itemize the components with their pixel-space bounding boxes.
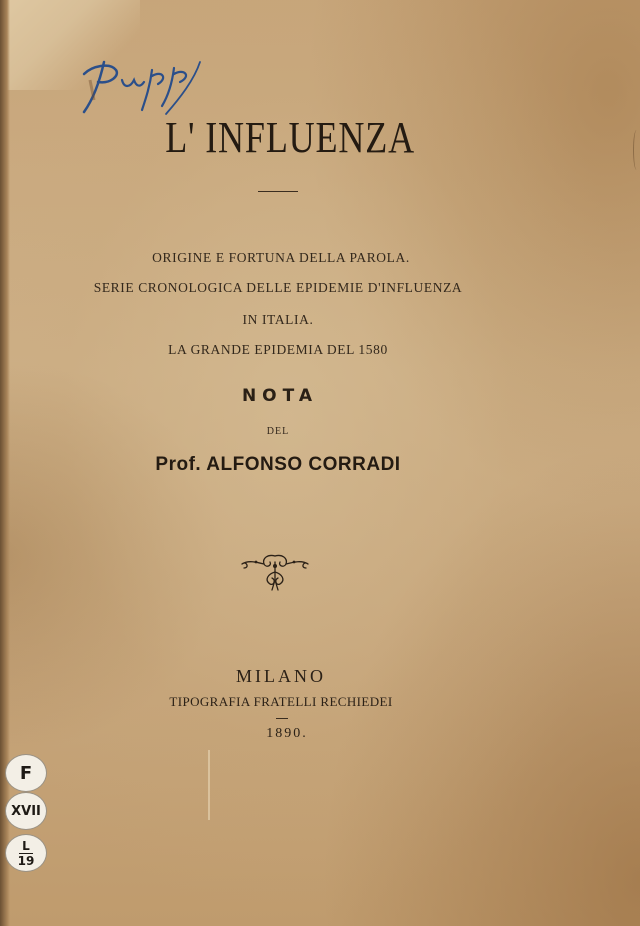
subtitle-line-1: ORIGINE E FORTUNA DELLA PAROLA. — [152, 250, 410, 265]
del-text: DEL — [266, 426, 290, 437]
subtitle-line-3: IN ITALIA. — [242, 312, 314, 327]
printer-name: TIPOGRAFIA FRATELLI RECHIEDEI — [169, 694, 393, 709]
author-name: Prof. ALFONSO CORRADI — [155, 454, 401, 475]
page-tear — [633, 130, 640, 170]
shelf-label-3 — [5, 834, 47, 872]
year-rule — [276, 718, 288, 719]
subtitle-line-2: SERIE CRONOLOGICA DELLE EPIDEMIE D'INFLUENZA — [93, 280, 463, 295]
publication-year: 1890. — [266, 726, 308, 741]
subtitle-line-4: LA GRANDE EPIDEMIA DEL 1580 — [168, 342, 388, 357]
book-title: L' INFLUENZA — [165, 113, 416, 162]
shelf-label-2: XVII — [5, 792, 47, 830]
publication-city: MILANO — [236, 666, 326, 686]
shelf-label-1: F — [5, 754, 47, 792]
shelf-label-3-top: L — [22, 838, 30, 853]
paper-crease — [208, 750, 210, 820]
nota-heading: NOTA — [241, 386, 319, 406]
title-rule — [258, 191, 298, 192]
shelf-label-3-bottom: 19 — [17, 853, 35, 868]
floral-ornament — [238, 550, 312, 592]
